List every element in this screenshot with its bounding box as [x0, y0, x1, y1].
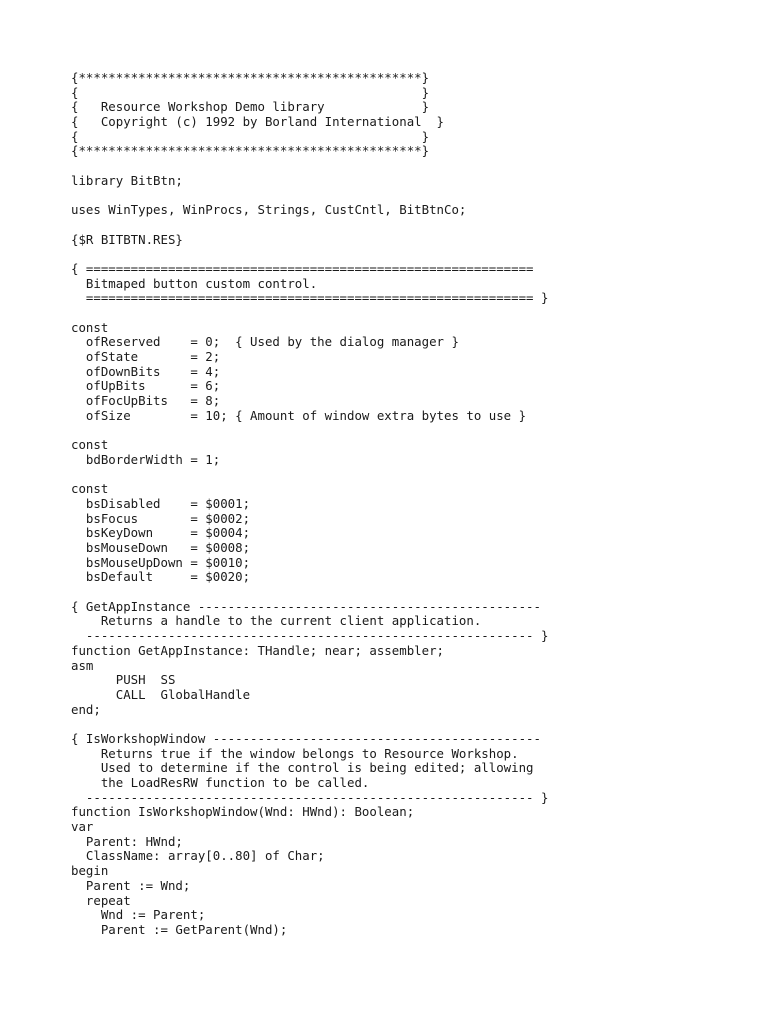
code-line	[71, 717, 548, 732]
code-line: { Resource Workshop Demo library }	[71, 99, 430, 115]
code-line	[71, 189, 548, 204]
code-line: var	[71, 819, 94, 835]
code-line: Parent: HWnd;	[71, 833, 183, 849]
code-line: asm	[71, 657, 94, 673]
code-line: ============================================================ }	[71, 290, 549, 306]
code-line: Returns true if the window belongs to Resource Workshop.	[71, 745, 519, 761]
code-line: ClassName: array[0..80] of Char;	[71, 848, 325, 864]
code-line: Wnd := Parent;	[71, 907, 206, 923]
source-code-listing	[71, 71, 548, 938]
code-line	[71, 159, 548, 174]
code-line: uses WinTypes, WinProcs, Strings, CustCntl, BitBtnCo;	[71, 202, 467, 218]
code-line: repeat	[71, 892, 131, 908]
code-line: { GetAppInstance ----------------------------------------------	[71, 598, 541, 614]
code-line	[71, 424, 548, 439]
code-line: the LoadResRW function to be called.	[71, 775, 370, 790]
code-line: Returns a handle to the current client application.	[71, 613, 482, 629]
code-line: ofUpBits = 6;	[71, 378, 221, 394]
code-line: { }	[71, 128, 430, 144]
code-line: const	[71, 437, 109, 453]
code-line: ofReserved = 0; { Used by the dialog manager }	[71, 334, 459, 350]
code-line: end;	[71, 701, 101, 717]
code-line: PUSH SS	[71, 672, 176, 688]
code-line: ofFocUpBits = 8;	[71, 393, 221, 409]
code-line: {$R BITBTN.RES}	[71, 231, 183, 247]
code-line: { Copyright (c) 1992 by Borland International }	[71, 114, 444, 130]
code-line	[71, 218, 548, 233]
code-line: bsMouseUpDown = $0010;	[71, 554, 251, 570]
code-line: {**********************************************}	[71, 143, 430, 159]
code-line: begin	[71, 863, 109, 879]
code-line: library BitBtn;	[71, 172, 183, 188]
code-line	[71, 585, 548, 600]
code-line: { }	[71, 84, 430, 100]
code-line: bsFocus = $0002;	[71, 510, 251, 526]
code-line	[71, 468, 548, 483]
code-line: ------------------------------------------------------------ }	[71, 628, 549, 644]
code-line: ------------------------------------------------------------ }	[71, 789, 549, 805]
code-line: bdBorderWidth = 1;	[71, 451, 221, 467]
code-line: bsKeyDown = $0004;	[71, 525, 251, 541]
code-line: bsMouseDown = $0008;	[71, 540, 251, 555]
code-line: function IsWorkshopWindow(Wnd: HWnd): Boolean;	[71, 804, 415, 820]
code-line: {**********************************************}	[71, 70, 430, 85]
code-line: bsDisabled = $0001;	[71, 495, 251, 511]
code-line	[71, 247, 548, 262]
code-line: Used to determine if the control is being edited; allowing	[71, 760, 534, 776]
code-line: CALL GlobalHandle	[71, 686, 251, 702]
code-line: ofSize = 10; { Amount of window extra bytes to use }	[71, 407, 527, 423]
code-line	[71, 306, 548, 321]
code-line: bsDefault = $0020;	[71, 569, 251, 585]
code-line: { IsWorkshopWindow --------------------------------------------	[71, 730, 541, 746]
code-line: const	[71, 319, 109, 335]
code-line: ofDownBits = 4;	[71, 363, 221, 379]
code-line: Parent := GetParent(Wnd);	[71, 921, 288, 937]
code-line: Parent := Wnd;	[71, 877, 191, 893]
code-line: Bitmaped button custom control.	[71, 275, 318, 291]
code-line: const	[71, 481, 109, 497]
code-line: { ============================================================	[71, 260, 534, 276]
code-line: ofState = 2;	[71, 349, 221, 365]
code-line: function GetAppInstance: THandle; near; assembler;	[71, 642, 444, 658]
